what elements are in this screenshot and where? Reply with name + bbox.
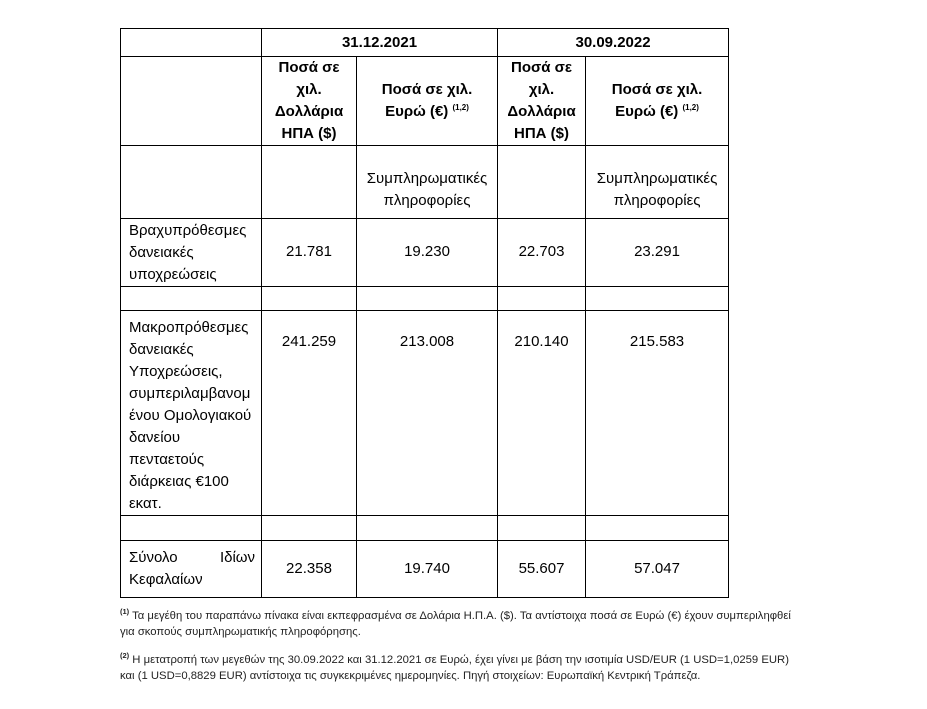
table-row	[121, 311, 729, 516]
footnote-marker: (2)	[120, 651, 130, 661]
footnote-2: $^{(2)}$ Η μετατροπή των μεγεθών της 30.09.2022 και 31.12.2021 σε Ευρώ, έχει γίνει με βάση την ισοτιμία USD/EUR (1 USD=1,0259 EUR) και (1 USD=0,8829 EUR) αντίστοιχα τις συγκεκριμένες ημερομηνίες. Πηγή στοιχείων: Ευρωπαϊκή Κεντρική Τράπεζα.	[120, 651, 789, 682]
cell-value: 213.008	[357, 311, 498, 516]
cell-value: 22.358	[262, 541, 357, 598]
empty-cell	[121, 146, 262, 219]
row-label-total-equity: Σύνολο Ιδίων Κεφαλαίων	[121, 541, 262, 598]
row-label-short-term: Βραχυπρόθεσμες δανειακές υποχρεώσεις	[121, 219, 262, 287]
cell-value: 21.781	[262, 219, 357, 287]
col-header-eur-2021: Ποσά σε χιλ. Ευρώ (€) $^{(1,2)}$	[357, 57, 498, 146]
cell-value: 241.259	[262, 311, 357, 516]
footnote-1: $^{(1)}$ Τα μεγέθη του παραπάνω πίνακα είναι εκπεφρασμένα σε Δολάρια Η.Π.Α. ($). Τα αντίστοιχα ποσά σε Ευρώ (€) έχουν συμπεριληφθεί για σκοπούς συμπληρωματικής πληροφόρησης.	[120, 607, 791, 638]
table-row	[121, 541, 729, 598]
column-header-row	[121, 57, 729, 146]
col-header-usd-2022: Ποσά σε χιλ. Δολλάρια ΗΠΑ ($)	[498, 57, 586, 146]
spacer-row	[121, 287, 729, 311]
financial-table	[120, 28, 729, 598]
cell-value: 22.703	[498, 219, 586, 287]
date-header-2021: 31.12.2021	[262, 29, 498, 57]
table-row	[121, 219, 729, 287]
col-header-eur-2022: Ποσά σε χιλ. Ευρώ (€) $^{(1,2)}$	[586, 57, 729, 146]
cell-value: 19.230	[357, 219, 498, 287]
cell-value: 57.047	[586, 541, 729, 598]
empty-cell	[121, 57, 262, 146]
cell-value: 19.740	[357, 541, 498, 598]
empty-cell	[262, 146, 357, 219]
footnote-marker: (1)	[120, 607, 130, 617]
cell-value: 215.583	[586, 311, 729, 516]
supplementary-note-2022: Συμπληρωματικές πληροφορίες	[586, 146, 729, 219]
row-label-long-term: Μακροπρόθεσμες δανειακές Υποχρεώσεις, συμπεριλαμβανομ ένου Ομολογιακού δανείου πενταετούς διάρκειας €100 εκατ.	[121, 311, 262, 516]
empty-cell	[498, 146, 586, 219]
col-header-usd-2021: Ποσά σε χιλ. Δολλάρια ΗΠΑ ($)	[262, 57, 357, 146]
spacer-row	[121, 516, 729, 541]
date-header-row	[121, 29, 729, 57]
supplementary-row	[121, 146, 729, 219]
cell-value: 55.607	[498, 541, 586, 598]
cell-value: 210.140	[498, 311, 586, 516]
date-header-2022: 30.09.2022	[498, 29, 729, 57]
cell-value: 23.291	[586, 219, 729, 287]
empty-cell	[121, 29, 262, 57]
supplementary-note-2021: Συμπληρωματικές πληροφορίες	[357, 146, 498, 219]
